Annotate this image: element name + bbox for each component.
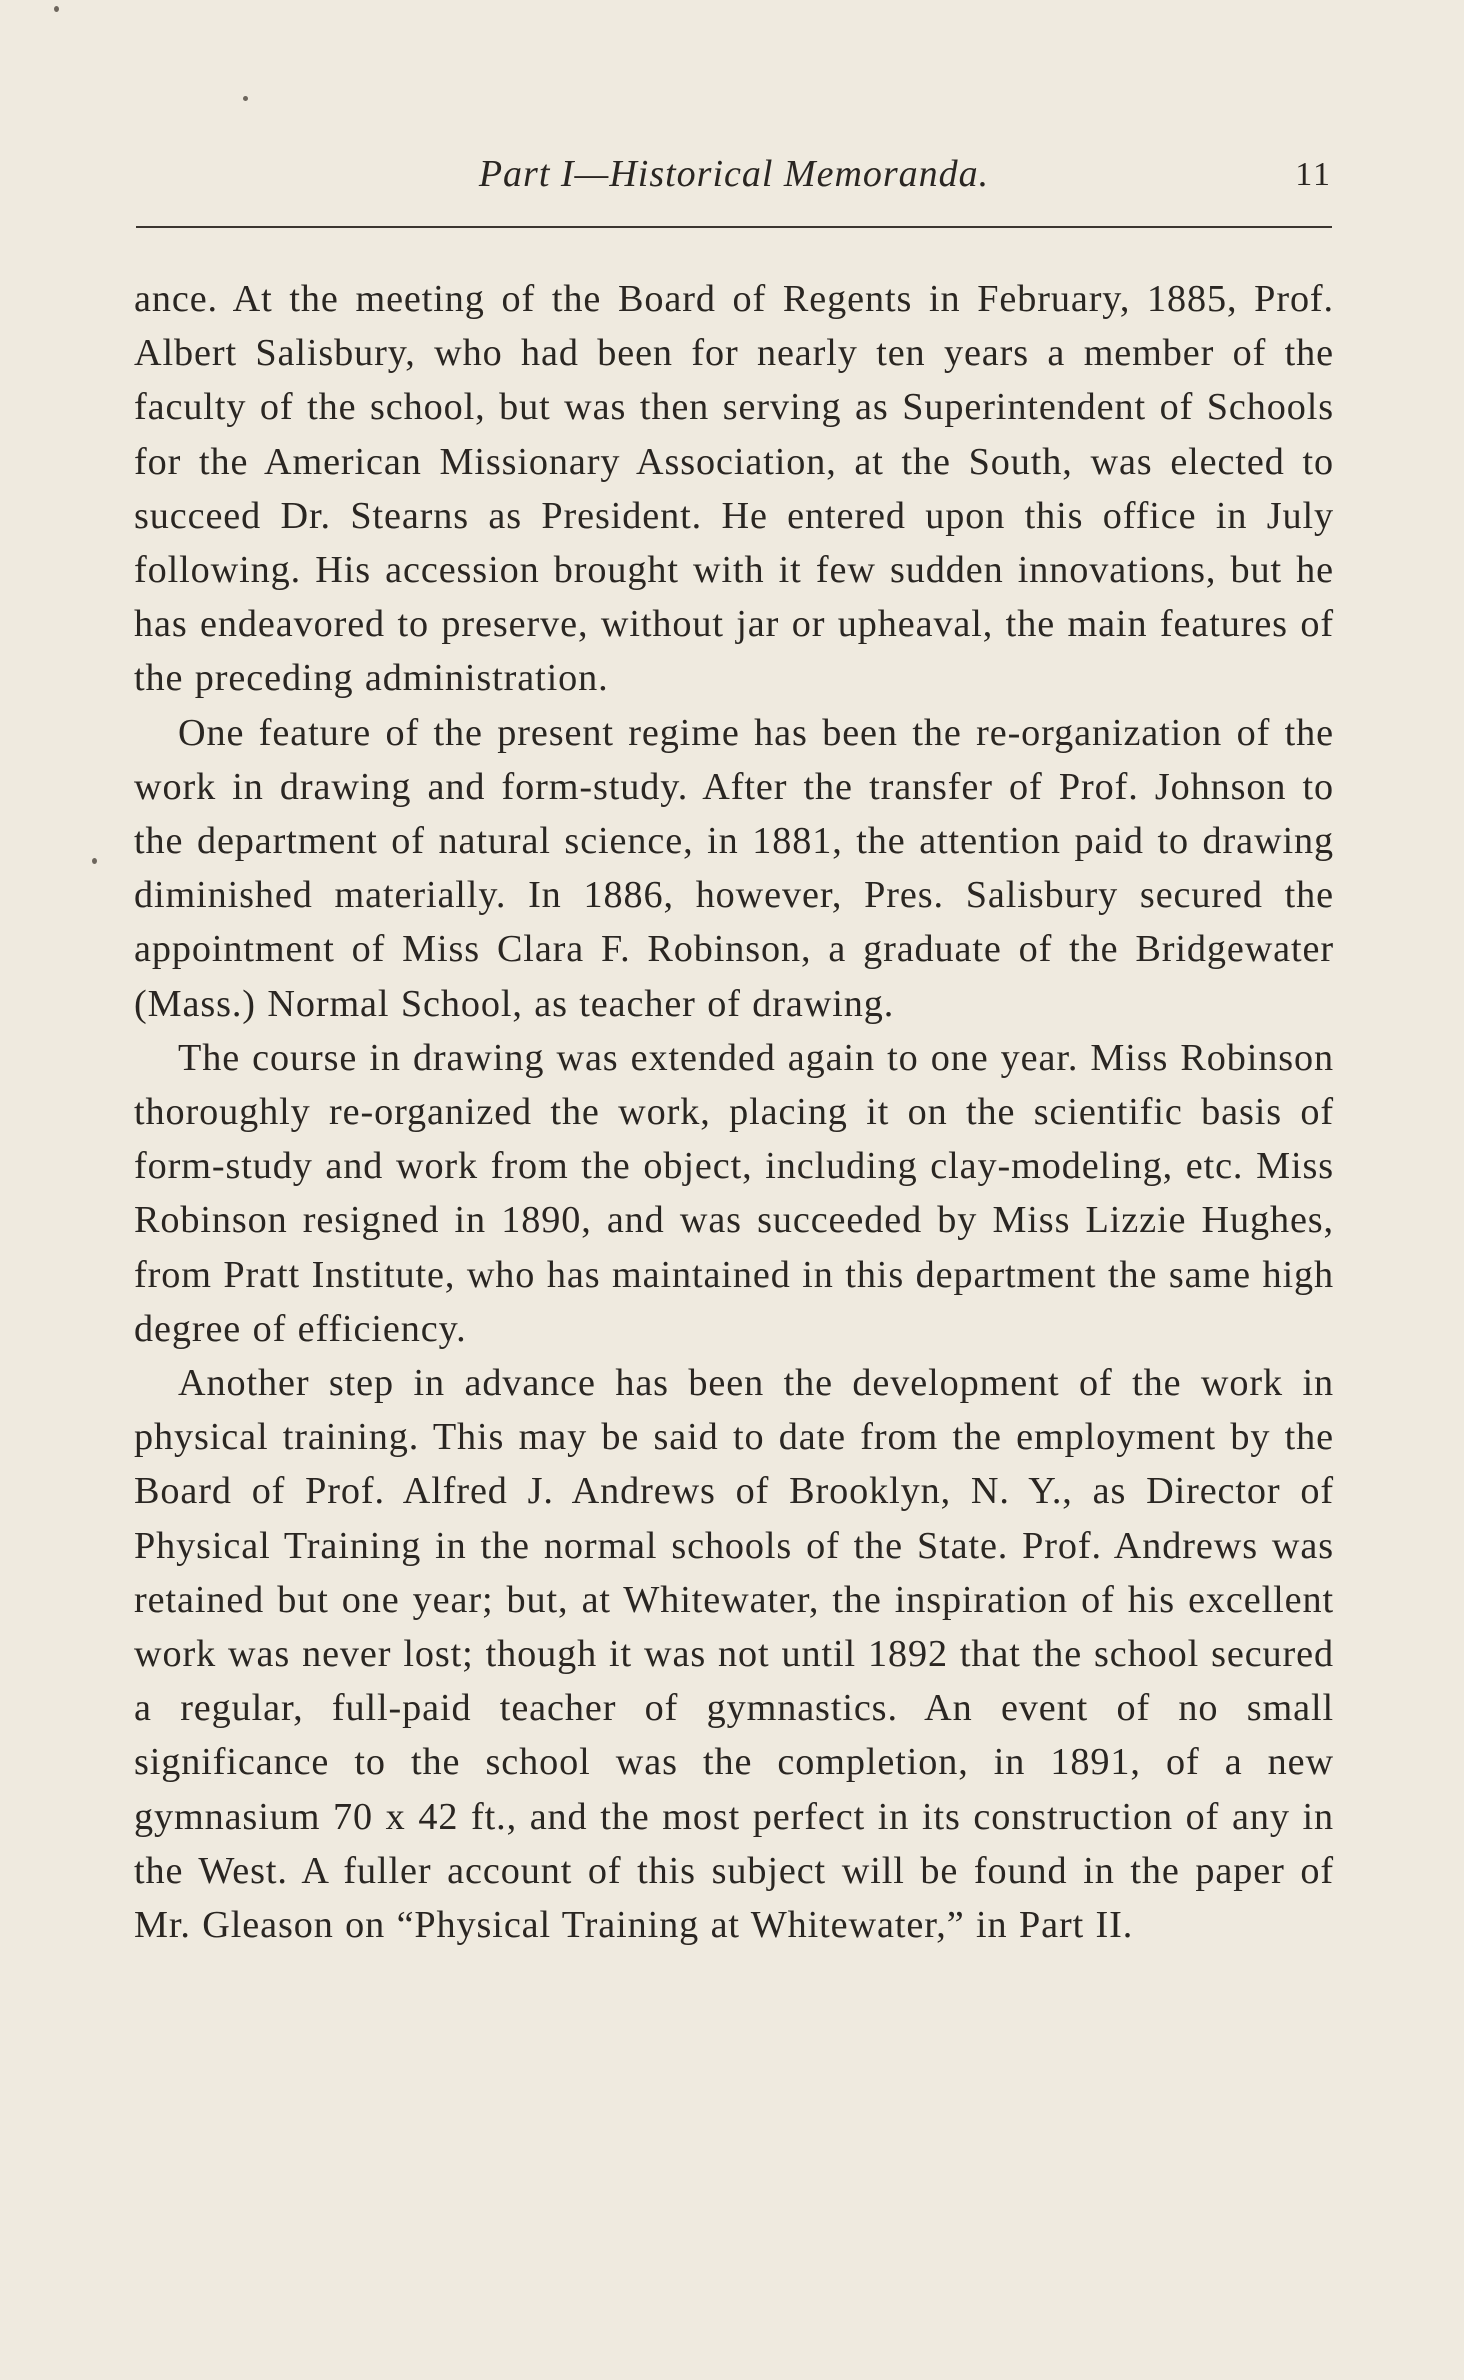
page-header [136, 146, 1332, 208]
paragraph-4: Another step in advance has been the development of the work in physical training. This may be said to date from the employment by the Board of Prof. Alfred J. Andrews of Brooklyn, N. Y., as Director of Physical Training in the normal schools of the State. Prof. Andrews was retained but one year; but, at Whitewater, the inspiration of his excellent work was never lost; though it was not until 1892 that the school secured a regular, full-paid teacher of gymnastics. An event of no small significance to the school was the completion, in 1891, of a new gymnasium 70 x 42 ft., and the most perfect in its construction of any in the West. A fuller account of this subject will be found in the paper of Mr. Gleason on “Physical Training at Whitewater,” in Part II. [134, 1362, 1334, 1947]
ink-speck [92, 858, 97, 864]
page-number: 11 [1295, 156, 1332, 193]
ink-speck [54, 6, 59, 12]
paragraph-2: One feature of the present regime has been the re-organization of the work in drawing and form-study. After the transfer of Prof. Johnson to the department of natural science, in 1881, the attention paid to drawing diminished materially. In 1886, however, Pres. Salisbury secured the appointment of Miss Clara F. Robinson, a graduate of the Bridgewater (Mass.) Normal School, as teacher of drawing. [134, 711, 1334, 1025]
header-rule [136, 226, 1332, 228]
running-title: Part I—Historical Memoranda. [478, 153, 990, 195]
body-text [134, 272, 1334, 1952]
paragraph-1: ance. At the meeting of the Board of Regents in February, 1885, Prof. Albert Salisbury, who had been for nearly ten years a member of the faculty of the school, but was then serving as Superintendent of Schools for the American Missionary Association, at the South, was elected to succeed Dr. Stearns as President. He entered upon this office in July following. His accession brought with it few sudden innovations, but he has endeavored to preserve, without jar or upheaval, the main features of the preceding administration. [134, 278, 1334, 700]
paragraph-3: The course in drawing was extended again to one year. Miss Robinson thoroughly re-organized the work, placing it on the scientific basis of form-study and work from the object, including clay-modeling, etc. Miss Robinson resigned in 1890, and was succeeded by Miss Lizzie Hughes, from Pratt Institute, who has maintained in this department the same high degree of efficiency. [134, 1036, 1334, 1350]
ink-speck [243, 96, 248, 101]
